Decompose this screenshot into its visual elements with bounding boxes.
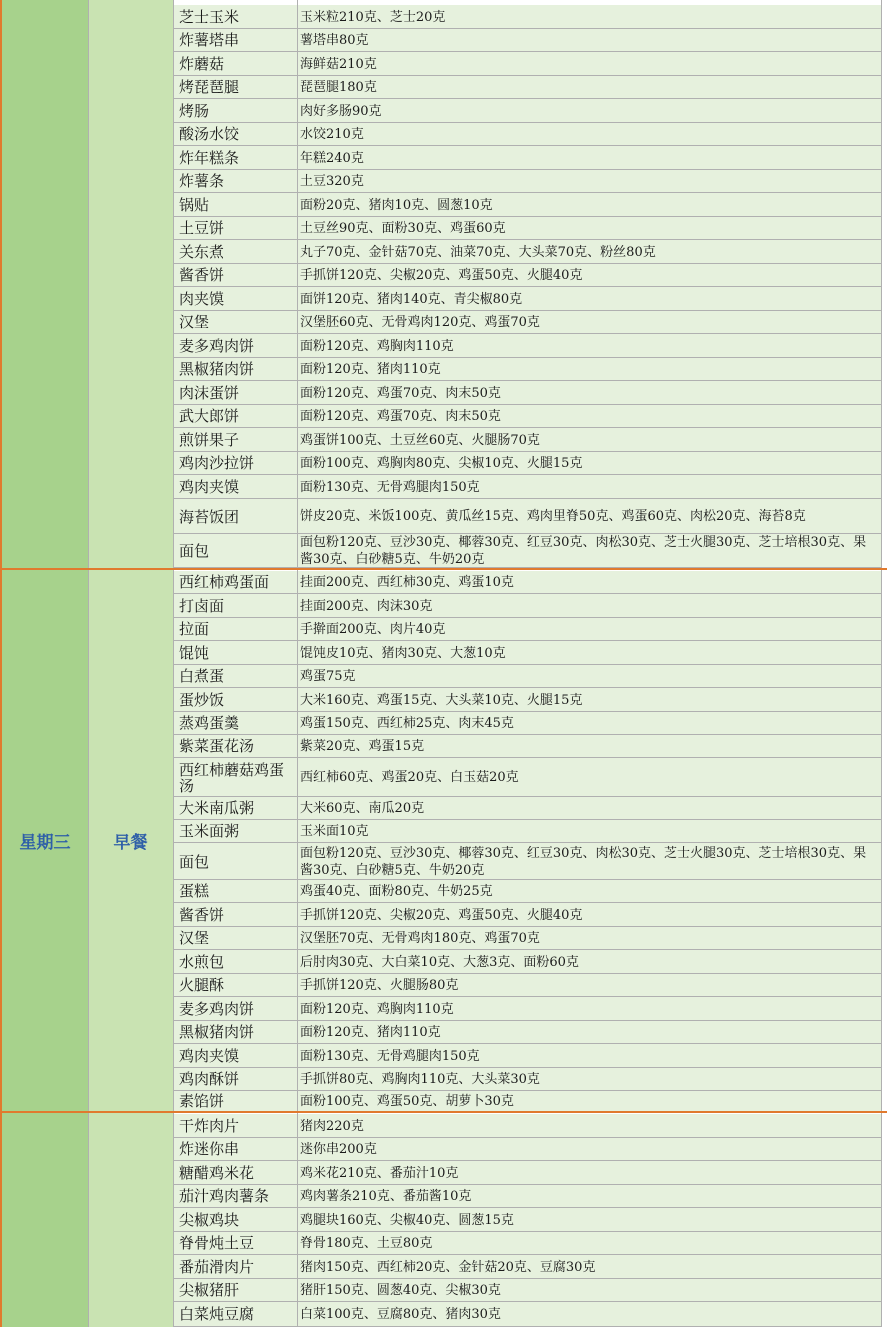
ingredient-list: 汉堡胚70克、无骨鸡肉180克、鸡蛋70克 [297, 927, 881, 950]
dish-name: 黑椒猪肉饼 [173, 358, 297, 381]
dish-name: 馄饨 [173, 641, 297, 665]
ingredient-list: 迷你串200克 [297, 1138, 881, 1161]
ingredient-list: 鸡米花210克、番茄汁10克 [297, 1161, 881, 1185]
meal-cell [88, 1112, 173, 1327]
meal-cell [88, 0, 173, 568]
ingredient-list: 年糕240克 [297, 146, 881, 170]
dish-name: 白煮蛋 [173, 665, 297, 688]
dish-name: 炸薯塔串 [173, 29, 297, 52]
ingredient-list: 面饼120克、猪肉140克、青尖椒80克 [297, 287, 881, 311]
dish-name: 打卤面 [173, 594, 297, 618]
ingredient-list: 西红柿60克、鸡蛋20克、白玉菇20克 [297, 758, 881, 797]
ingredient-list: 薯塔串80克 [297, 29, 881, 52]
dish-name: 汉堡 [173, 311, 297, 334]
ingredient-list: 手擀面200克、肉片40克 [297, 618, 881, 641]
dish-name: 番茄滑肉片 [173, 1255, 297, 1279]
ingredient-list: 玉米面10克 [297, 820, 881, 843]
dish-name: 鸡肉夹馍 [173, 475, 297, 499]
ingredient-list: 手抓饼120克、尖椒20克、鸡蛋50克、火腿40克 [297, 903, 881, 927]
dish-name: 炸蘑菇 [173, 52, 297, 76]
dish-name: 水煎包 [173, 950, 297, 974]
day-cell [2, 1112, 88, 1327]
ingredient-list: 土豆320克 [297, 170, 881, 193]
dish-name: 鸡肉酥饼 [173, 1068, 297, 1091]
dish-name: 关东煮 [173, 240, 297, 264]
dish-name: 麦多鸡肉饼 [173, 997, 297, 1021]
ingredient-list: 挂面200克、西红柿30克、鸡蛋10克 [297, 571, 881, 594]
dish-name: 糖醋鸡米花 [173, 1161, 297, 1185]
dish-name: 茄汁鸡肉薯条 [173, 1185, 297, 1208]
ingredient-list: 海鲜菇210克 [297, 52, 881, 76]
dish-name: 酸汤水饺 [173, 123, 297, 146]
dish-name: 酱香饼 [173, 264, 297, 287]
ingredient-list: 鸡蛋150克、西红柿25克、肉末45克 [297, 712, 881, 735]
dish-name: 炸薯条 [173, 170, 297, 193]
dish-name: 尖椒猪肝 [173, 1279, 297, 1302]
dish-name: 烤琵琶腿 [173, 76, 297, 99]
column-divider [173, 0, 174, 1327]
ingredient-list: 鸡蛋饼100克、土豆丝60克、火腿肠70克 [297, 428, 881, 452]
ingredient-list: 面粉120克、鸡蛋70克、肉末50克 [297, 381, 881, 405]
ingredient-list: 鸡蛋40克、面粉80克、牛奶25克 [297, 880, 881, 903]
ingredient-list: 后肘肉30克、大白菜10克、大葱3克、面粉60克 [297, 950, 881, 974]
dish-name: 蒸鸡蛋羹 [173, 712, 297, 735]
ingredient-list: 猪肝150克、圆葱40克、尖椒30克 [297, 1279, 881, 1302]
ingredient-list: 肉好多肠90克 [297, 99, 881, 123]
dish-name: 面包 [173, 843, 297, 880]
dish-name: 海苔饭团 [173, 499, 297, 534]
section-divider [0, 568, 887, 570]
ingredient-list: 猪肉150克、西红柿20克、金针菇20克、豆腐30克 [297, 1255, 881, 1279]
dish-name: 蛋糕 [173, 880, 297, 903]
dish-name: 烤肠 [173, 99, 297, 123]
ingredient-list: 馄饨皮10克、猪肉30克、大葱10克 [297, 641, 881, 665]
dish-name: 素馅饼 [173, 1091, 297, 1112]
ingredient-list: 猪肉220克 [297, 1114, 881, 1138]
dish-name: 拉面 [173, 618, 297, 641]
dish-name: 鸡肉夹馍 [173, 1044, 297, 1068]
dish-name: 炸年糕条 [173, 146, 297, 170]
dish-name: 尖椒鸡块 [173, 1208, 297, 1232]
ingredient-list: 紫菜20克、鸡蛋15克 [297, 735, 881, 758]
ingredient-list: 水饺210克 [297, 123, 881, 146]
ingredient-list: 手抓饼120克、尖椒20克、鸡蛋50克、火腿40克 [297, 264, 881, 287]
dish-name: 酱香饼 [173, 903, 297, 927]
dish-name: 白菜炖豆腐 [173, 1302, 297, 1327]
ingredient-list: 挂面200克、肉沫30克 [297, 594, 881, 618]
ingredient-list: 面包粉120克、豆沙30克、椰蓉30克、红豆30克、肉松30克、芝士火腿30克、芝士培根30克、果酱30克、白砂糖5克、牛奶20克 [297, 534, 881, 568]
dish-name: 玉米面粥 [173, 820, 297, 843]
day-cell [2, 0, 88, 568]
ingredient-list: 鸡腿块160克、尖椒40克、圆葱15克 [297, 1208, 881, 1232]
ingredient-list: 脊骨180克、土豆80克 [297, 1232, 881, 1255]
ingredient-list: 饼皮20克、米饭100克、黄瓜丝15克、鸡肉里脊50克、鸡蛋60克、肉松20克、海苔8克 [297, 499, 881, 534]
ingredient-list: 面粉120克、鸡胸肉110克 [297, 997, 881, 1021]
ingredient-list: 玉米粒210克、芝士20克 [297, 5, 881, 29]
dish-name: 西红柿鸡蛋面 [173, 571, 297, 594]
dish-name: 黑椒猪肉饼 [173, 1021, 297, 1044]
dish-name: 肉沫蛋饼 [173, 381, 297, 405]
ingredient-list: 丸子70克、金针菇70克、油菜70克、大头菜70克、粉丝80克 [297, 240, 881, 264]
ingredient-list: 面粉120克、鸡蛋70克、肉末50克 [297, 405, 881, 428]
ingredient-list: 鸡蛋75克 [297, 665, 881, 688]
ingredient-list: 面粉130克、无骨鸡腿肉150克 [297, 1044, 881, 1068]
dish-name: 麦多鸡肉饼 [173, 334, 297, 358]
ingredient-list: 面粉130克、无骨鸡腿肉150克 [297, 475, 881, 499]
dish-name: 蛋炒饭 [173, 688, 297, 712]
dish-name: 芝士玉米 [173, 5, 297, 29]
day-label: 星期三 [19, 832, 71, 853]
ingredient-list: 面包粉120克、豆沙30克、椰蓉30克、红豆30克、肉松30克、芝士火腿30克、芝士培根30克、果酱30克、白砂糖5克、牛奶20克 [297, 843, 881, 880]
dish-name: 炸迷你串 [173, 1138, 297, 1161]
ingredient-list: 琵琶腿180克 [297, 76, 881, 99]
ingredient-list: 白菜100克、豆腐80克、猪肉30克 [297, 1302, 881, 1327]
ingredient-list: 面粉120克、猪肉110克 [297, 358, 881, 381]
dish-name: 鸡肉沙拉饼 [173, 452, 297, 475]
dish-name: 干炸肉片 [173, 1114, 297, 1138]
dish-name: 紫菜蛋花汤 [173, 735, 297, 758]
dish-name: 火腿酥 [173, 974, 297, 997]
dish-name: 大米南瓜粥 [173, 797, 297, 820]
ingredient-list: 大米160克、鸡蛋15克、大头菜10克、火腿15克 [297, 688, 881, 712]
ingredient-list: 面粉100克、鸡蛋50克、胡萝卜30克 [297, 1091, 881, 1112]
dish-name: 锅贴 [173, 193, 297, 217]
left-border [0, 0, 2, 1327]
dish-name: 面包 [173, 534, 297, 568]
dish-name: 土豆饼 [173, 217, 297, 240]
meal-label: 早餐 [113, 832, 148, 853]
column-divider [88, 0, 89, 1327]
dish-name: 肉夹馍 [173, 287, 297, 311]
ingredient-list: 面粉120克、鸡胸肉110克 [297, 334, 881, 358]
dish-name: 武大郎饼 [173, 405, 297, 428]
ingredient-list: 手抓饼120克、火腿肠80克 [297, 974, 881, 997]
ingredient-list: 汉堡胚60克、无骨鸡肉120克、鸡蛋70克 [297, 311, 881, 334]
ingredient-list: 面粉120克、猪肉110克 [297, 1021, 881, 1044]
ingredient-list: 大米60克、南瓜20克 [297, 797, 881, 820]
section-divider [0, 1111, 887, 1113]
column-divider [881, 0, 882, 1327]
dish-name: 煎饼果子 [173, 428, 297, 452]
ingredient-list: 鸡肉薯条210克、番茄酱10克 [297, 1185, 881, 1208]
ingredient-list: 土豆丝90克、面粉30克、鸡蛋60克 [297, 217, 881, 240]
ingredient-list: 面粉20克、猪肉10克、圆葱10克 [297, 193, 881, 217]
ingredient-list: 手抓饼80克、鸡胸肉110克、大头菜30克 [297, 1068, 881, 1091]
column-divider [297, 0, 298, 1327]
dish-name: 脊骨炖土豆 [173, 1232, 297, 1255]
dish-name: 汉堡 [173, 927, 297, 950]
ingredient-list: 面粉100克、鸡胸肉80克、尖椒10克、火腿15克 [297, 452, 881, 475]
dish-name: 西红柿蘑菇鸡蛋汤 [173, 758, 297, 797]
